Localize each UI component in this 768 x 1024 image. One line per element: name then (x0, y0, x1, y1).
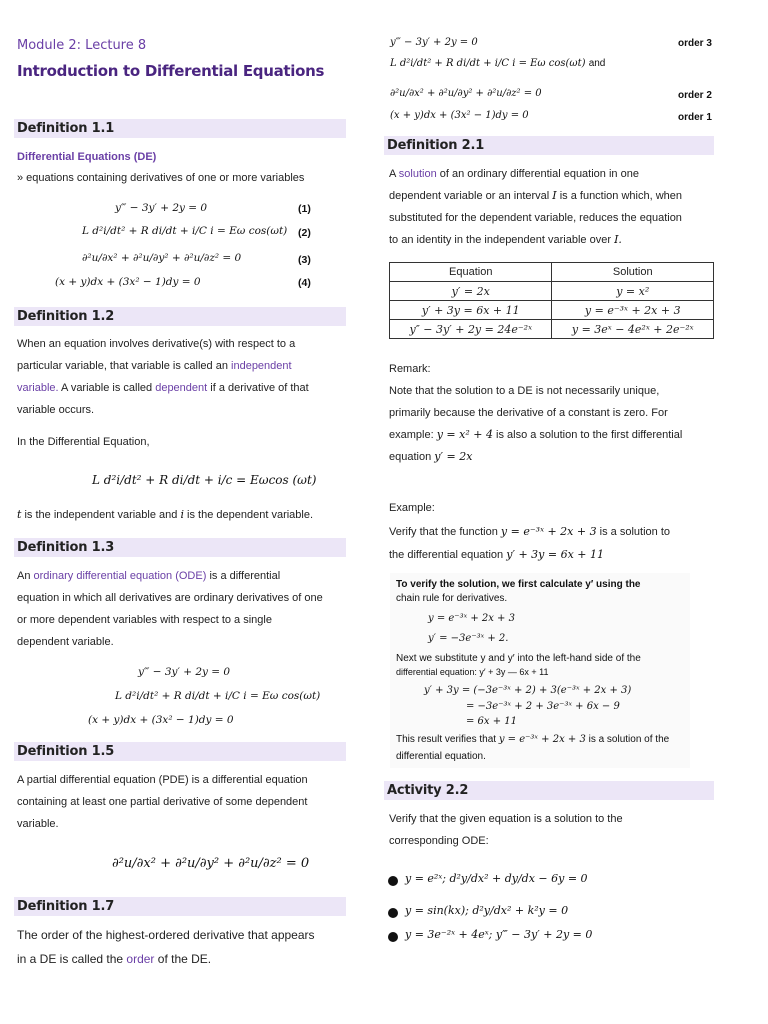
def21-line-2 (389, 185, 682, 207)
variable-term: variable. (17, 382, 59, 394)
ode-equation-3: (x + y)dx + (3x² − 1)dy = 0 (88, 714, 234, 726)
remark-text: is also a solution to the first differential (496, 429, 683, 441)
table-row (390, 320, 714, 339)
table-cell: y = e⁻³ˣ + 2x + 3 (552, 301, 714, 320)
def12-line-2 (17, 355, 292, 377)
order-eq2-text: L d²i/dt² + R di/dt + i/C i = Eω cos(ωt) (390, 58, 586, 69)
remark-text: example: (389, 429, 434, 441)
def12-line-4: variable occurs. (17, 404, 95, 416)
de-term: Differential Equations (DE) (17, 151, 157, 163)
order-equation-2 (390, 58, 605, 69)
shot-line-4: differential equation: y′ + 3y — 6x + 11 (396, 667, 549, 677)
ode-equation-1: y‴ − 3y′ + 2y = 0 (138, 666, 231, 678)
and-word: and (588, 58, 606, 69)
solution-term: solution (398, 168, 437, 180)
definition-1-2-heading: Definition 1.2 (14, 307, 346, 326)
def21-text: to an identity in the independent variable over (389, 234, 611, 246)
def13-line-4: dependent variable. (17, 636, 114, 648)
def17-text: of the DE. (157, 952, 212, 966)
definition-1-5-heading: Definition 1.5 (14, 742, 346, 761)
table-cell: y = 3eˣ − 4e²ˣ + 2e⁻²ˣ (552, 320, 714, 339)
activity-item-3: y = 3e⁻²ˣ + 4eˣ; y‴ − 3y′ + 2y = 0 (405, 928, 593, 941)
equation-4: (x + y)dx + (3x² − 1)dy = 0 (55, 276, 201, 288)
def12-text: is the dependent variable. (187, 509, 314, 521)
interval-i: I (552, 189, 557, 202)
definition-1-7-heading: Definition 1.7 (14, 897, 346, 916)
remark-math: y′ = 2x (434, 450, 473, 463)
def21-line-1 (389, 163, 639, 185)
table-row (390, 301, 714, 320)
shot-line-1: To verify the solution, we first calculate y′ using the (396, 579, 641, 590)
def12-line-3 (17, 377, 309, 399)
shot-eq-3: y′ + 3y = (−3e⁻³ˣ + 2) + 3(e⁻³ˣ + 2x + 3) (424, 685, 632, 696)
order-2-label: order 2 (678, 90, 712, 101)
example-math: y′ + 3y = 6x + 11 (506, 548, 604, 561)
ode-equation-2: L d²i/dt² + R di/dt + i/C i = Eω cos(ωt) (115, 690, 321, 702)
shot-eq-5: = 6x + 11 (466, 716, 518, 727)
remark-line-4 (389, 446, 472, 468)
example-text: the differential equation (389, 549, 504, 561)
shot-eq-4: = −3e⁻³ˣ + 2 + 3e⁻³ˣ + 6x − 9 (466, 701, 620, 712)
shot-line-3: Next we substitute y and y′ into the left-hand side of the (396, 653, 641, 664)
example-label: Example: (389, 502, 435, 514)
example-line-2 (389, 544, 604, 566)
worked-solution-image (390, 573, 690, 768)
order-equation-3: ∂²u/∂x² + ∂²u/∂y² + ∂²u/∂z² = 0 (390, 88, 542, 99)
def12-line-5: In the Differential Equation, (17, 436, 150, 448)
shot-eq-2: y′ = −3e⁻³ˣ + 2. (428, 633, 509, 644)
definition-2-1-heading: Definition 2.1 (384, 136, 714, 155)
def21-text: of an ordinary differential equation in one (439, 168, 639, 180)
bullet-3-icon (388, 932, 398, 942)
remark-math: y = x² + 4 (436, 428, 493, 441)
definition-1-3-heading: Definition 1.3 (14, 538, 346, 557)
equation-2: L d²i/dt² + R di/dt + i/C i = Eω cos(ωt) (82, 225, 288, 237)
order-3-label: order 3 (678, 38, 712, 49)
def21-line-3: substituted for the dependent variable, reduces the equation (389, 212, 682, 224)
table-header-equation: Equation (390, 263, 552, 282)
circuit-equation: L d²i/dt² + R di/dt + i/c = Eωcos (ωt) (92, 473, 317, 487)
def15-line-2: containing at least one partial derivative of some dependent (17, 796, 308, 808)
shot-eq-1: y = e⁻³ˣ + 2x + 3 (428, 613, 515, 624)
page-title: Introduction to Differential Equations (17, 62, 325, 80)
activity-line-1: Verify that the given equation is a solution to the (389, 813, 623, 825)
def15-line-1: A partial differential equation (PDE) is a differential equation (17, 774, 308, 786)
var-i: i (180, 508, 184, 521)
pde-equation: ∂²u/∂x² + ∂²u/∂y² + ∂²u/∂z² = 0 (112, 856, 310, 871)
def12-text: particular variable, that variable is called an (17, 360, 228, 372)
solution-table (389, 262, 714, 339)
def21-text: is a function which, when (559, 190, 683, 202)
order-1-label: order 1 (678, 112, 712, 123)
equation-number-1: (1) (298, 203, 311, 215)
table-header-solution: Solution (552, 263, 714, 282)
example-line-1 (389, 521, 670, 543)
shot-line-5 (396, 734, 669, 745)
equation-number-2: (2) (298, 227, 311, 239)
var-t: t (17, 508, 22, 521)
table-cell: y′ + 3y = 6x + 11 (390, 301, 552, 320)
table-cell: y′ = 2x (390, 282, 552, 301)
def17-line-1: The order of the highest-ordered derivative that appears (17, 928, 315, 942)
def21-text: A (389, 168, 396, 180)
shot-line-2: chain rule for derivatives. (396, 593, 508, 604)
remark-text: equation (389, 451, 432, 463)
equation-1: y‴ − 3y′ + 2y = 0 (115, 202, 208, 214)
table-row (390, 282, 714, 301)
shot-text: is a solution of the (588, 734, 670, 745)
order-equation-4: (x + y)dx + (3x² − 1)dy = 0 (390, 110, 529, 121)
def13-text: An (17, 570, 31, 582)
activity-2-2-heading: Activity 2.2 (384, 781, 714, 800)
shot-text: This result verifies that (396, 734, 497, 745)
remark-line-3 (389, 424, 682, 446)
table-cell: y″ − 3y′ + 2y = 24e⁻²ˣ (390, 320, 552, 339)
def21-line-4 (389, 229, 622, 251)
shot-math: y = e⁻³ˣ + 2x + 3 (498, 734, 586, 745)
de-description: » equations containing derivatives of one or more variables (17, 172, 305, 184)
ode-term: ordinary differential equation (ODE) (33, 570, 207, 582)
bullet-2-icon (388, 908, 398, 918)
equation-3: ∂²u/∂x² + ∂²u/∂y² + ∂²u/∂z² = 0 (82, 252, 242, 264)
def12-text: if a derivative of that (210, 382, 309, 394)
example-text: Verify that the function (389, 526, 498, 538)
equation-number-3: (3) (298, 254, 311, 266)
def17-line-2 (17, 948, 211, 970)
definition-1-1-heading: Definition 1.1 (14, 119, 346, 138)
def12-text: A variable is called (61, 382, 153, 394)
equation-number-4: (4) (298, 277, 311, 289)
def13-line-2: equation in which all derivatives are ordinary derivatives of one (17, 592, 323, 604)
order-equation-1: y‴ − 3y′ + 2y = 0 (390, 37, 478, 48)
def15-line-3: variable. (17, 818, 59, 830)
example-math: y = e⁻³ˣ + 2x + 3 (500, 525, 597, 538)
interval-i-end: I. (614, 233, 622, 246)
example-text: is a solution to (599, 526, 670, 538)
module-label: Module 2: Lecture 8 (17, 38, 147, 53)
remark-line-1: Note that the solution to a DE is not necessarily unique, (389, 385, 660, 397)
dependent-term: dependent (155, 382, 208, 394)
def13-line-1 (17, 565, 280, 587)
table-header-row (390, 263, 714, 282)
def17-text: in a DE is called the (17, 952, 124, 966)
def12-text: is the independent variable and (24, 509, 178, 521)
shot-line-6: differential equation. (396, 751, 486, 762)
activity-line-2: corresponding ODE: (389, 835, 489, 847)
remark-line-2: primarily because the derivative of a constant is zero. For (389, 407, 668, 419)
order-term: order (126, 952, 155, 966)
def12-line-1: When an equation involves derivative(s) with respect to a (17, 338, 296, 350)
def21-text: dependent variable or an interval (389, 190, 550, 202)
activity-item-1: y = e²ˣ; d²y/dx² + dy/dx − 6y = 0 (405, 872, 588, 885)
def13-text: is a differential (209, 570, 281, 582)
def13-line-3: or more dependent variables with respect to a single (17, 614, 272, 626)
def12-line-6 (17, 504, 313, 526)
activity-item-2: y = sin(kx); d²y/dx² + k²y = 0 (405, 904, 569, 917)
remark-label: Remark: (389, 363, 431, 375)
independent-term: independent (231, 360, 292, 372)
bullet-1-icon (388, 876, 398, 886)
table-cell: y = x² (552, 282, 714, 301)
